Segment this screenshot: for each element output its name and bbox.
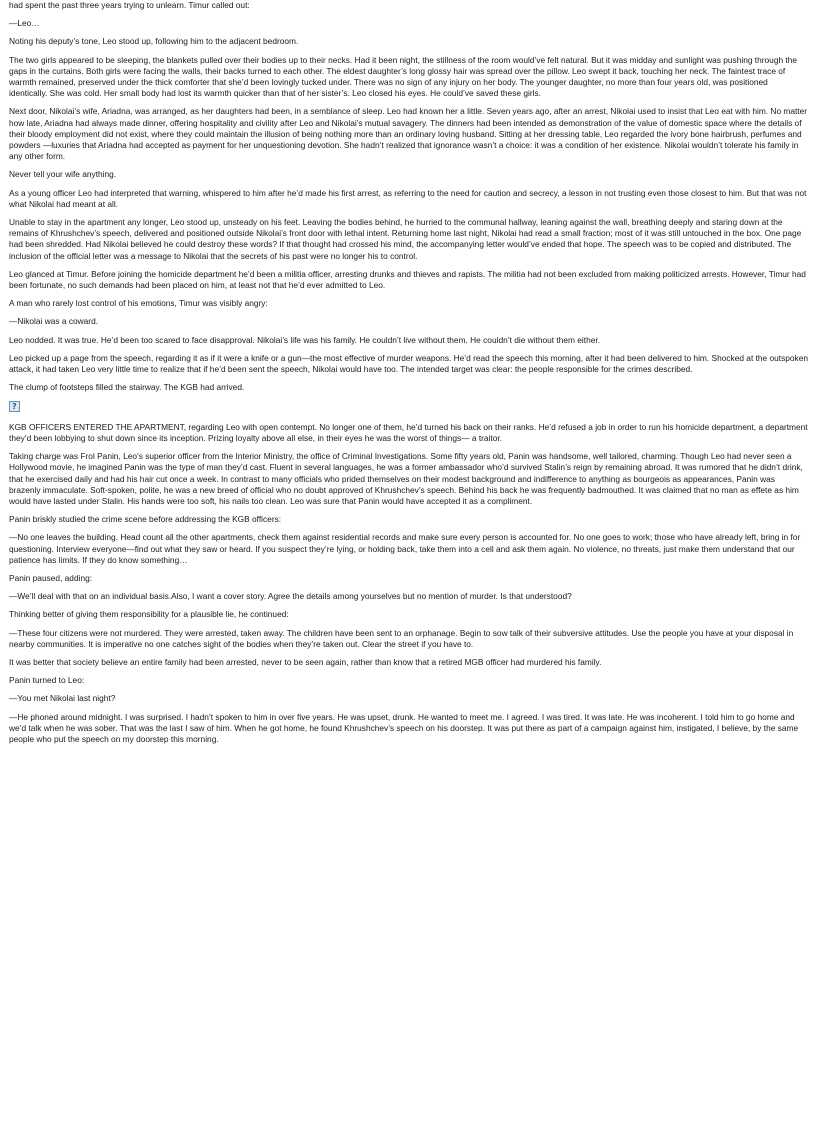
paragraph: Leo nodded. It was true. He’d been too scared to face disapproval. Nikolai’s life was his family. He couldn’t live without them. He couldn’t die without them either. — [9, 334, 601, 345]
paragraph: —No one leaves the building. Head count all the other apartments, check them against residential records and make sure every person is accounted for. No one goes to work; those who have already left, bring in for questioning. Interview everyone—find out what they saw or heard. If you suspect they’re lying, or holding back, take them into a cell and ask them again. No violence, no threats, just make them understand that our patience has limits. If they do know something… — [9, 532, 801, 565]
paragraph: As a young officer Leo had interpreted that warning, whispered to him after he’d made his first arrest, as referring to the need for caution and secrecy, a lesson in not trusting even those closest to him. But that was not what Nikolai had meant at all. — [9, 187, 807, 209]
paragraph: Leo glanced at Timur. Before joining the homicide department he’d been a militia officer, arresting drunks and thieves and rapists. The militia had not been excluded from making politicized arrests. However, Timur had been fortunate, no such demands had been placed on him, at least not that he’d ever admitted to Leo. — [9, 268, 806, 291]
paragraph: It was better that society believe an entire family had been arrested, never to be seen again, rather than know that a retired MGB officer had murdered his family. — [9, 656, 602, 667]
paragraph: —We’ll deal with that on an individual basis.Also, I want a cover story. Agree the details among yourselves but no mention of murder. Is that understood? — [9, 591, 572, 602]
paragraph: KGB OFFICERS ENTERED THE APARTMENT, regarding Leo with open contempt. No longer one of them, he’d turned his back on their ranks. He’d refused a job in order to run his homicide department, a department they’d been lobbying to shut down since its inception. Prizing loyalty above all else, in their eyes he was the worst of things— a traitor. — [9, 421, 808, 443]
paragraph: —Nikolai was a coward. — [9, 316, 99, 327]
paragraph: The clump of footsteps filled the stairway. The KGB had arrived. — [9, 382, 245, 393]
paragraph: Never tell your wife anything. — [9, 169, 117, 180]
paragraph: The two girls appeared to be sleeping, the blankets pulled over their bodies up to their necks. Had it been night, the stillness of the room would’ve felt natural. But it was midday and sunlight was pushing through the gaps in the curtains. Both girls were facing the walls, their backs turned to each other. The eldest daughter’s long glossy hair was spread over the pillow. Leo swept it back, touching her neck. The faintest trace of warmth remained, preserved under the thick comforter that she’d been lovingly tucked under. There was no sign of any injury on her body. The younger daughter, no more than four years old, was positioned identically. She was cold. Her small body had lost its warmth quicker than that of her sister’s. Leo closed his eyes. He could’ve saved these girls. — [9, 54, 798, 99]
paragraph: Thinking better of giving them responsibility for a plausible lie, he continued: — [9, 609, 289, 620]
paragraph: Panin turned to Leo: — [9, 675, 85, 686]
document-page — [9, 0, 808, 752]
paragraph: —He phoned around midnight. I was surprised. I hadn’t spoken to him in over five years. He was upset, drunk. He wanted to meet me. I agreed. I was tired. It was late. He was incoherent. I told him to go home and we’d talk when he was sober. That was the last I saw of him. When he got home, he found Khrushchev’s speech on his doorstep. It was put there as part of a campaign against him, instigated, I believe, by the same people who put the speech on my doorstep this morning. — [9, 711, 799, 744]
paragraph: Panin briskly studied the crime scene before addressing the KGB officers: — [9, 514, 282, 525]
paragraph: had spent the past three years trying to unlearn. Timur called out: — [9, 0, 250, 10]
paragraph: Taking charge was Frol Panin, Leo’s superior officer from the Interior Ministry, the office of Criminal Investigations. Some fifty years old, Panin was handsome, well tailored, charming. Though Leo had never seen a Hollywood movie, he imagined Panin was the type of man they’d cast. Fluent in several languages, he was a former ambassador who’d survived Stalin’s reign by remaining abroad. It was rumored that he didn’t drink, that he exercised daily and had his hair cut once a week. In contrast to many officials who prided themselves on their modest background and indifference to anything as bourgeois as appearances, Panin was brazenly immaculate. Soft-spoken, polite, he was a new breed of official who no doubt approved of Khrushchev’s speech. Behind his back he was frequently badmouthed. It was claimed that no man as effete as him would have lasted under Stalin. His hands were too soft, his nails too clean. Leo was sure that Panin would have accepted it as a compliment. — [9, 451, 803, 506]
paragraph: A man who rarely lost control of his emotions, Timur was visibly angry: — [9, 298, 268, 309]
paragraph: Unable to stay in the apartment any longer, Leo stood up, unsteady on his feet. Leaving the bodies behind, he hurried to the communal hallway, leaning against the wall, breathing deeply and staring down at the remains of Khrushchev’s speech, delivered and positioned outside Nikolai’s front door with lethal intent. Returning home last night, Nikolai had read a small fraction; most of it was still untouched in the box. One page had been shredded. Had Nikolai believed he could destroy these words? If that thought had crossed his mind, the accompanying letter would’ve ended that hope. The speech was to be copied and distributed. The inclusion of the official letter was a message to Nikolai that the secrets of his past were no longer his to control. — [9, 217, 802, 261]
paragraph: Next door, Nikolai’s wife, Ariadna, was arranged, as her daughters had been, in a semblance of sleep. Leo had known her a little. Seven years ago, after an arrest, Nikolai used to insist that Leo eat with him. No matter how late, Ariadna had always made dinner, offering hospitality and civility after Leo and Nikolai’s mutual savagery. The dinners had been intended as demonstration of the value of domestic space where the details of their bloody employment did not exist, where they could maintain the illusion of being nothing more than an ordinary loving husband. Sitting at her dressing table, Leo regarded the ivory bone hairbrush, perfumes and powders —luxuries that Ariadna had accepted as payment for her unquestioning devotion. She hadn’t realized that ignorance wasn’t a choice: it was a condition of her existence. Nikolai wouldn’t tolerate his family in any other form. — [9, 106, 808, 162]
paragraph: Leo picked up a page from the speech, regarding it as if it were a knife or a gun—the most effective of murder weapons. He’d read the speech this morning, after it had been delivered to him. Shocked at the outspoken attack, it had taken Leo very little time to realize that if he’d been sent the speech, Nikolai would have too. The intended target was clear: the people responsible for the crimes described. — [9, 352, 808, 375]
paragraph: —You met Nikolai last night? — [9, 693, 116, 704]
paragraph: —Leo… — [9, 18, 40, 29]
paragraph: —These four citizens were not murdered. They were arrested, taken away. The children have been sent to an orphanage. Begin to sow talk of their subversive attitudes. Use the people you have at your disposal in nearby communities. It is imperative no one catches sight of the bodies when they’re taken out. Clear the street if you have to. — [9, 627, 794, 649]
paragraph: Panin paused, adding: — [9, 572, 93, 583]
broken-image-icon — [9, 401, 20, 412]
paragraph: Noting his deputy’s tone, Leo stood up, following him to the adjacent bedroom. — [9, 36, 299, 47]
